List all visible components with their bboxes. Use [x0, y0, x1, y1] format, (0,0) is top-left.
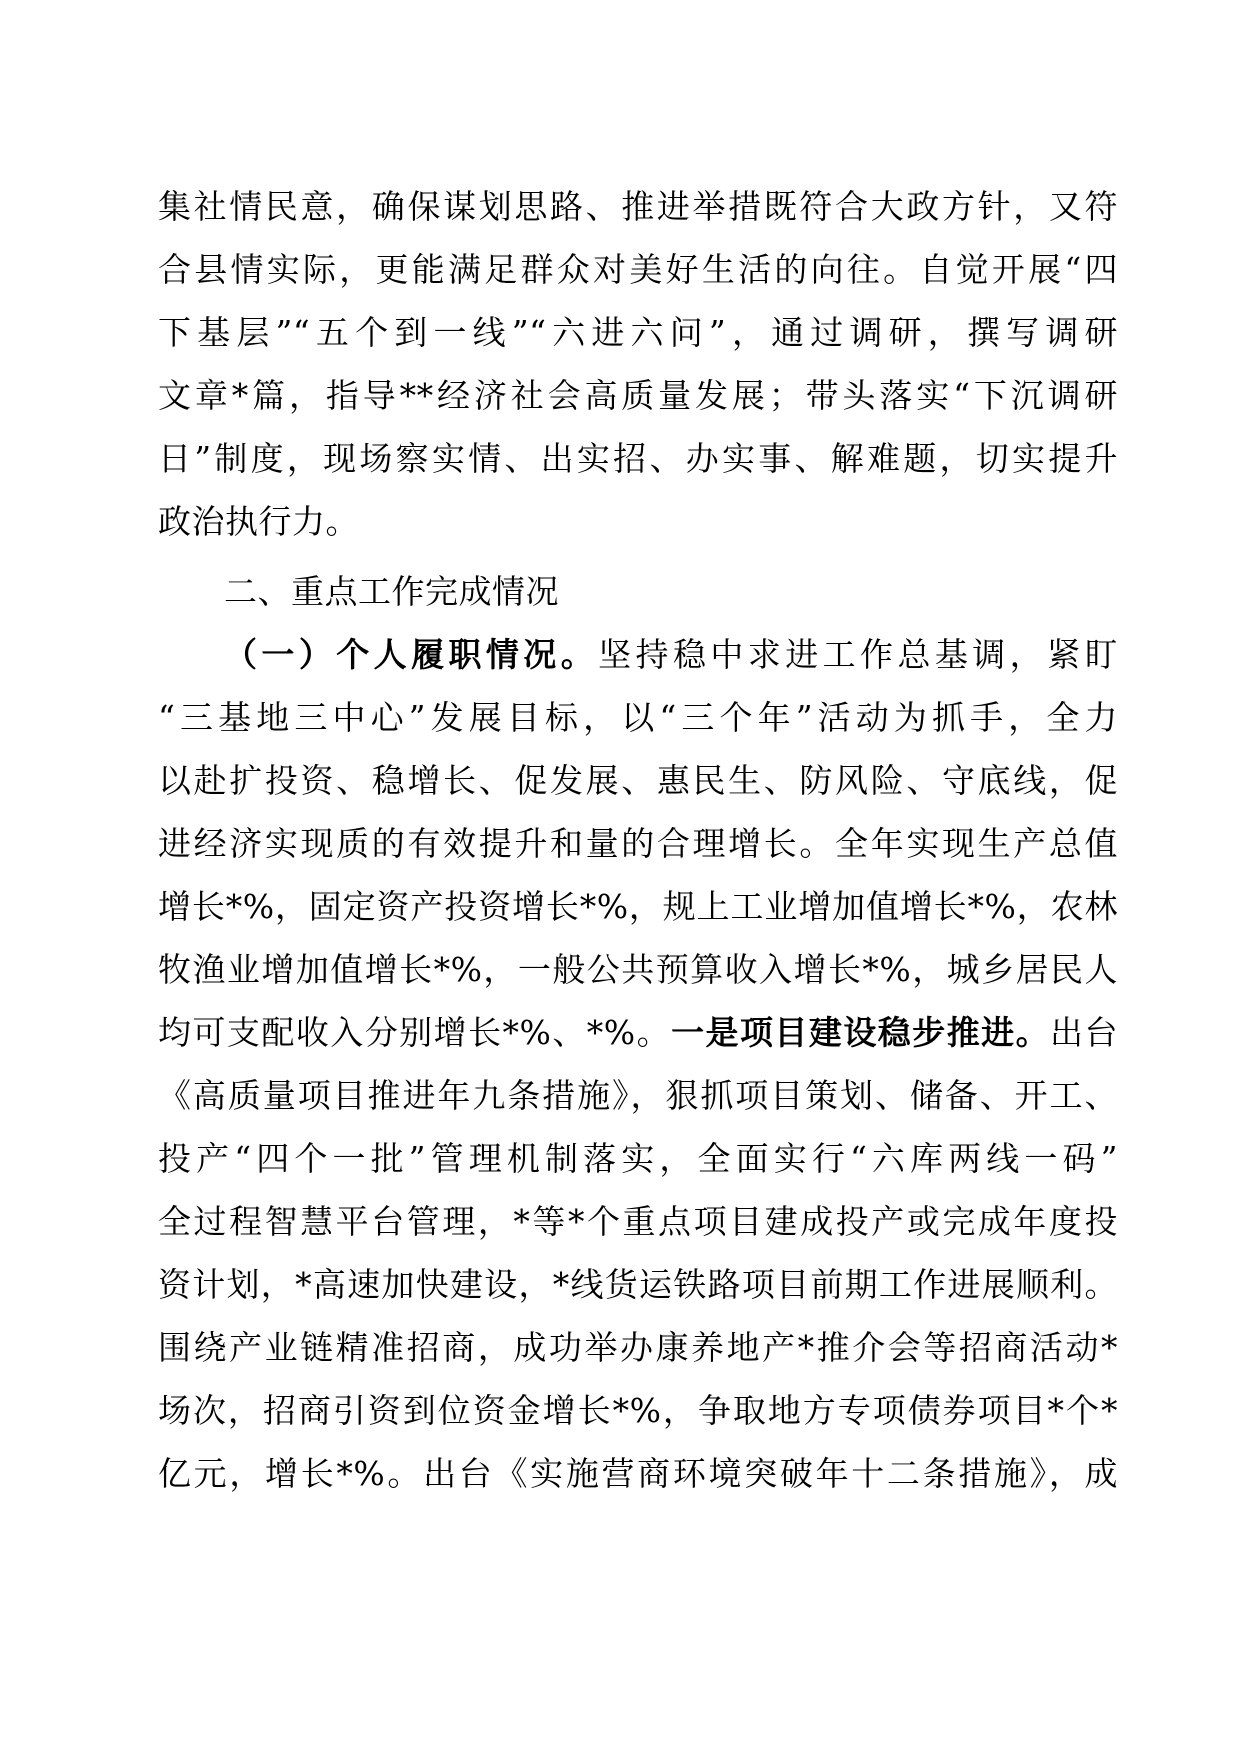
paragraph-line: 增长*%，固定资产投资增长*%，规上工业增加值增长*%，农林: [158, 887, 1118, 926]
paragraph-line: [158, 1008, 1118, 1058]
paragraph-line: 投产“四个一批”管理机制落实，全面实行“六库两线一码”: [158, 1139, 1118, 1178]
paragraph-text: 坚持稳中求进工作总基调，紧盯: [598, 635, 1119, 674]
paragraph-line: 《高质量项目推进年九条措施》，狠抓项目策划、储备、开工、: [158, 1076, 1118, 1115]
paragraph-line: 进经济实现质的有效提升和量的合理增长。全年实现生产总值: [158, 824, 1118, 863]
paragraph-bold-phrase: 一是项目建设稳步推进。: [671, 1013, 1051, 1052]
paragraph-line: 全过程智慧平台管理，*等*个重点项目建成投产或完成年度投: [158, 1202, 1118, 1241]
paragraph-line: 下基层”“五个到一线”“六进六问”，通过调研，撰写调研: [158, 313, 1118, 352]
paragraph-line: 围绕产业链精准招商，成功举办康养地产*推介会等招商活动*: [158, 1328, 1118, 1367]
paragraph-line: 日”制度，现场察实情、出实招、办实事、解难题，切实提升: [158, 439, 1118, 478]
paragraph-line: 场次，招商引资到位资金增长*%，争取地方专项债券项目*个*: [158, 1391, 1118, 1430]
paragraph-line: 以赴扩投资、稳增长、促发展、惠民生、防风险、守底线，促: [158, 761, 1118, 800]
paragraph-line: 亿元，增长*%。出台《实施营商环境突破年十二条措施》，成: [158, 1454, 1118, 1493]
paragraph-line: [224, 630, 1118, 680]
paragraph-text: 均可支配收入分别增长*%、*%。: [158, 1013, 672, 1052]
paragraph-lead-bold: （一）个人履职情况。: [224, 635, 599, 674]
paragraph-line: 政治执行力。: [158, 502, 359, 541]
paragraph-line: 牧渔业增加值增长*%，一般公共预算收入增长*%，城乡居民人: [158, 950, 1118, 989]
paragraph-line: “三基地三中心”发展目标，以“三个年”活动为抓手，全力: [158, 698, 1118, 737]
paragraph-line: 集社情民意，确保谋划思路、推进举措既符合大政方针，又符: [158, 187, 1118, 226]
paragraph-line: 合县情实际，更能满足群众对美好生活的向往。自觉开展“四: [158, 250, 1118, 289]
paragraph-text: 出台: [1050, 1013, 1118, 1052]
paragraph-line: 资计划，*高速加快建设，*线货运铁路项目前期工作进展顺利。: [158, 1265, 1118, 1304]
paragraph-line: 文章*篇，指导**经济社会高质量发展；带头落实“下沉调研: [158, 376, 1118, 415]
section-heading: 二、重点工作完成情况: [224, 572, 559, 611]
